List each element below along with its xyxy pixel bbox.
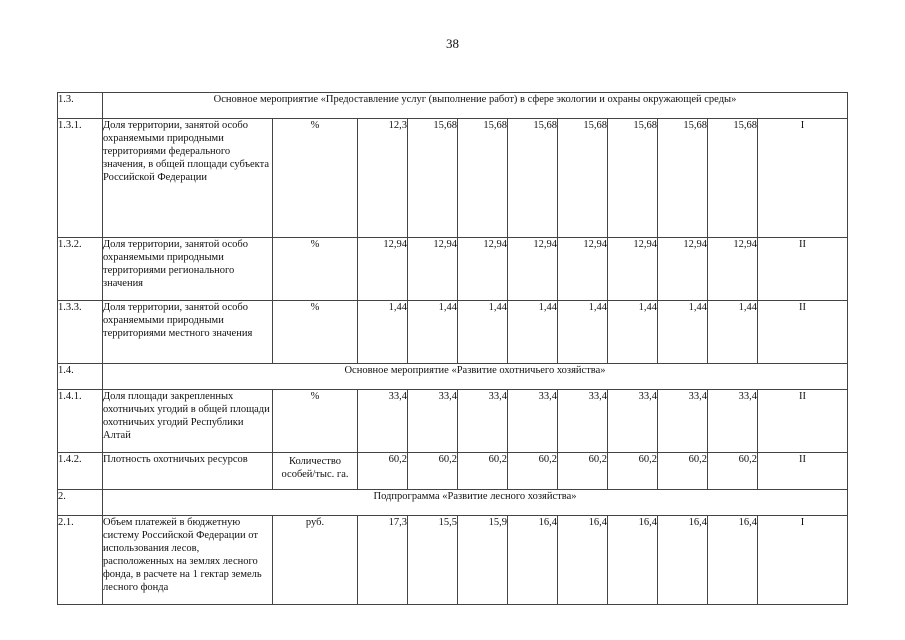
value-cell: 16,4 [608, 516, 658, 605]
unit-cell: руб. [273, 516, 358, 605]
table-row [58, 516, 848, 605]
indicator-name: Доля площади закрепленных охотничьих угодий в общей площади охотничьих угодий Республики Алтай [103, 390, 273, 453]
value-cell: 1,44 [508, 301, 558, 364]
indicator-name: Доля территории, занятой особо охраняемыми природными территориями регионального значения [103, 238, 273, 301]
value-cell: 12,94 [558, 238, 608, 301]
value-cell: 60,2 [358, 453, 408, 490]
value-cell: 60,2 [458, 453, 508, 490]
row-number: 1.4.2. [58, 453, 103, 490]
value-cell: 1,44 [558, 301, 608, 364]
value-cell: 15,9 [458, 516, 508, 605]
value-cell: 15,68 [608, 119, 658, 238]
section-number: 2. [58, 490, 103, 516]
value-cell: 33,4 [658, 390, 708, 453]
row-number: 1.4.1. [58, 390, 103, 453]
category-cell: I [758, 119, 848, 238]
table-row [58, 119, 848, 238]
value-cell: 1,44 [658, 301, 708, 364]
value-cell: 33,4 [558, 390, 608, 453]
row-number: 2.1. [58, 516, 103, 605]
indicator-name: Доля территории, занятой особо охраняемыми природными территориями местного значения [103, 301, 273, 364]
value-cell: 15,68 [658, 119, 708, 238]
table-row [58, 453, 848, 490]
value-cell: 1,44 [458, 301, 508, 364]
value-cell: 60,2 [608, 453, 658, 490]
value-cell: 12,3 [358, 119, 408, 238]
value-cell: 12,94 [408, 238, 458, 301]
unit-cell: % [273, 119, 358, 238]
value-cell: 16,4 [508, 516, 558, 605]
table-row [58, 238, 848, 301]
row-number: 1.3.1. [58, 119, 103, 238]
value-cell: 15,68 [508, 119, 558, 238]
category-cell: I [758, 516, 848, 605]
value-cell: 16,4 [658, 516, 708, 605]
table-row [58, 301, 848, 364]
value-cell: 15,68 [408, 119, 458, 238]
value-cell: 1,44 [358, 301, 408, 364]
value-cell: 12,94 [358, 238, 408, 301]
table-row [58, 390, 848, 453]
indicator-name: Объем платежей в бюджетную систему Российской Федерации от использования лесов, расположенных на землях лесного фонда, в расчете на 1 гектар земель лесного фонда [103, 516, 273, 605]
value-cell: 33,4 [408, 390, 458, 453]
value-cell: 1,44 [408, 301, 458, 364]
section-title: Основное мероприятие «Предоставление услуг (выполнение работ) в сфере экологии и охраны окружающей среды» [103, 93, 848, 119]
section-header-row [58, 490, 848, 516]
value-cell: 60,2 [508, 453, 558, 490]
value-cell: 33,4 [458, 390, 508, 453]
unit-cell: % [273, 390, 358, 453]
value-cell: 60,2 [558, 453, 608, 490]
value-cell: 16,4 [708, 516, 758, 605]
value-cell: 1,44 [608, 301, 658, 364]
section-number: 1.4. [58, 364, 103, 390]
value-cell: 60,2 [408, 453, 458, 490]
row-number: 1.3.2. [58, 238, 103, 301]
value-cell: 60,2 [708, 453, 758, 490]
value-cell: 33,4 [508, 390, 558, 453]
section-title: Основное мероприятие «Развитие охотничьего хозяйства» [103, 364, 848, 390]
section-header-row [58, 364, 848, 390]
value-cell: 12,94 [508, 238, 558, 301]
category-cell: II [758, 390, 848, 453]
value-cell: 33,4 [608, 390, 658, 453]
section-number: 1.3. [58, 93, 103, 119]
section-header-row [58, 93, 848, 119]
value-cell: 12,94 [458, 238, 508, 301]
unit-cell: % [273, 301, 358, 364]
page-number: 38 [446, 36, 459, 51]
value-cell: 60,2 [658, 453, 708, 490]
indicator-name: Плотность охотничьих ресурсов [103, 453, 273, 490]
value-cell: 1,44 [708, 301, 758, 364]
value-cell: 15,5 [408, 516, 458, 605]
category-cell: II [758, 238, 848, 301]
category-cell: II [758, 301, 848, 364]
row-number: 1.3.3. [58, 301, 103, 364]
unit-cell: Количество особей/тыс. га. [273, 453, 358, 490]
value-cell: 33,4 [708, 390, 758, 453]
section-title: Подпрограмма «Развитие лесного хозяйства» [103, 490, 848, 516]
value-cell: 12,94 [658, 238, 708, 301]
indicators-table [57, 92, 848, 605]
category-cell: II [758, 453, 848, 490]
value-cell: 15,68 [708, 119, 758, 238]
value-cell: 15,68 [558, 119, 608, 238]
value-cell: 12,94 [708, 238, 758, 301]
unit-cell: % [273, 238, 358, 301]
value-cell: 33,4 [358, 390, 408, 453]
value-cell: 12,94 [608, 238, 658, 301]
value-cell: 16,4 [558, 516, 608, 605]
value-cell: 17,3 [358, 516, 408, 605]
indicator-name: Доля территории, занятой особо охраняемыми природными территориями федерального значения, в общей площади субъекта Российской Федерации [103, 119, 273, 238]
value-cell: 15,68 [458, 119, 508, 238]
